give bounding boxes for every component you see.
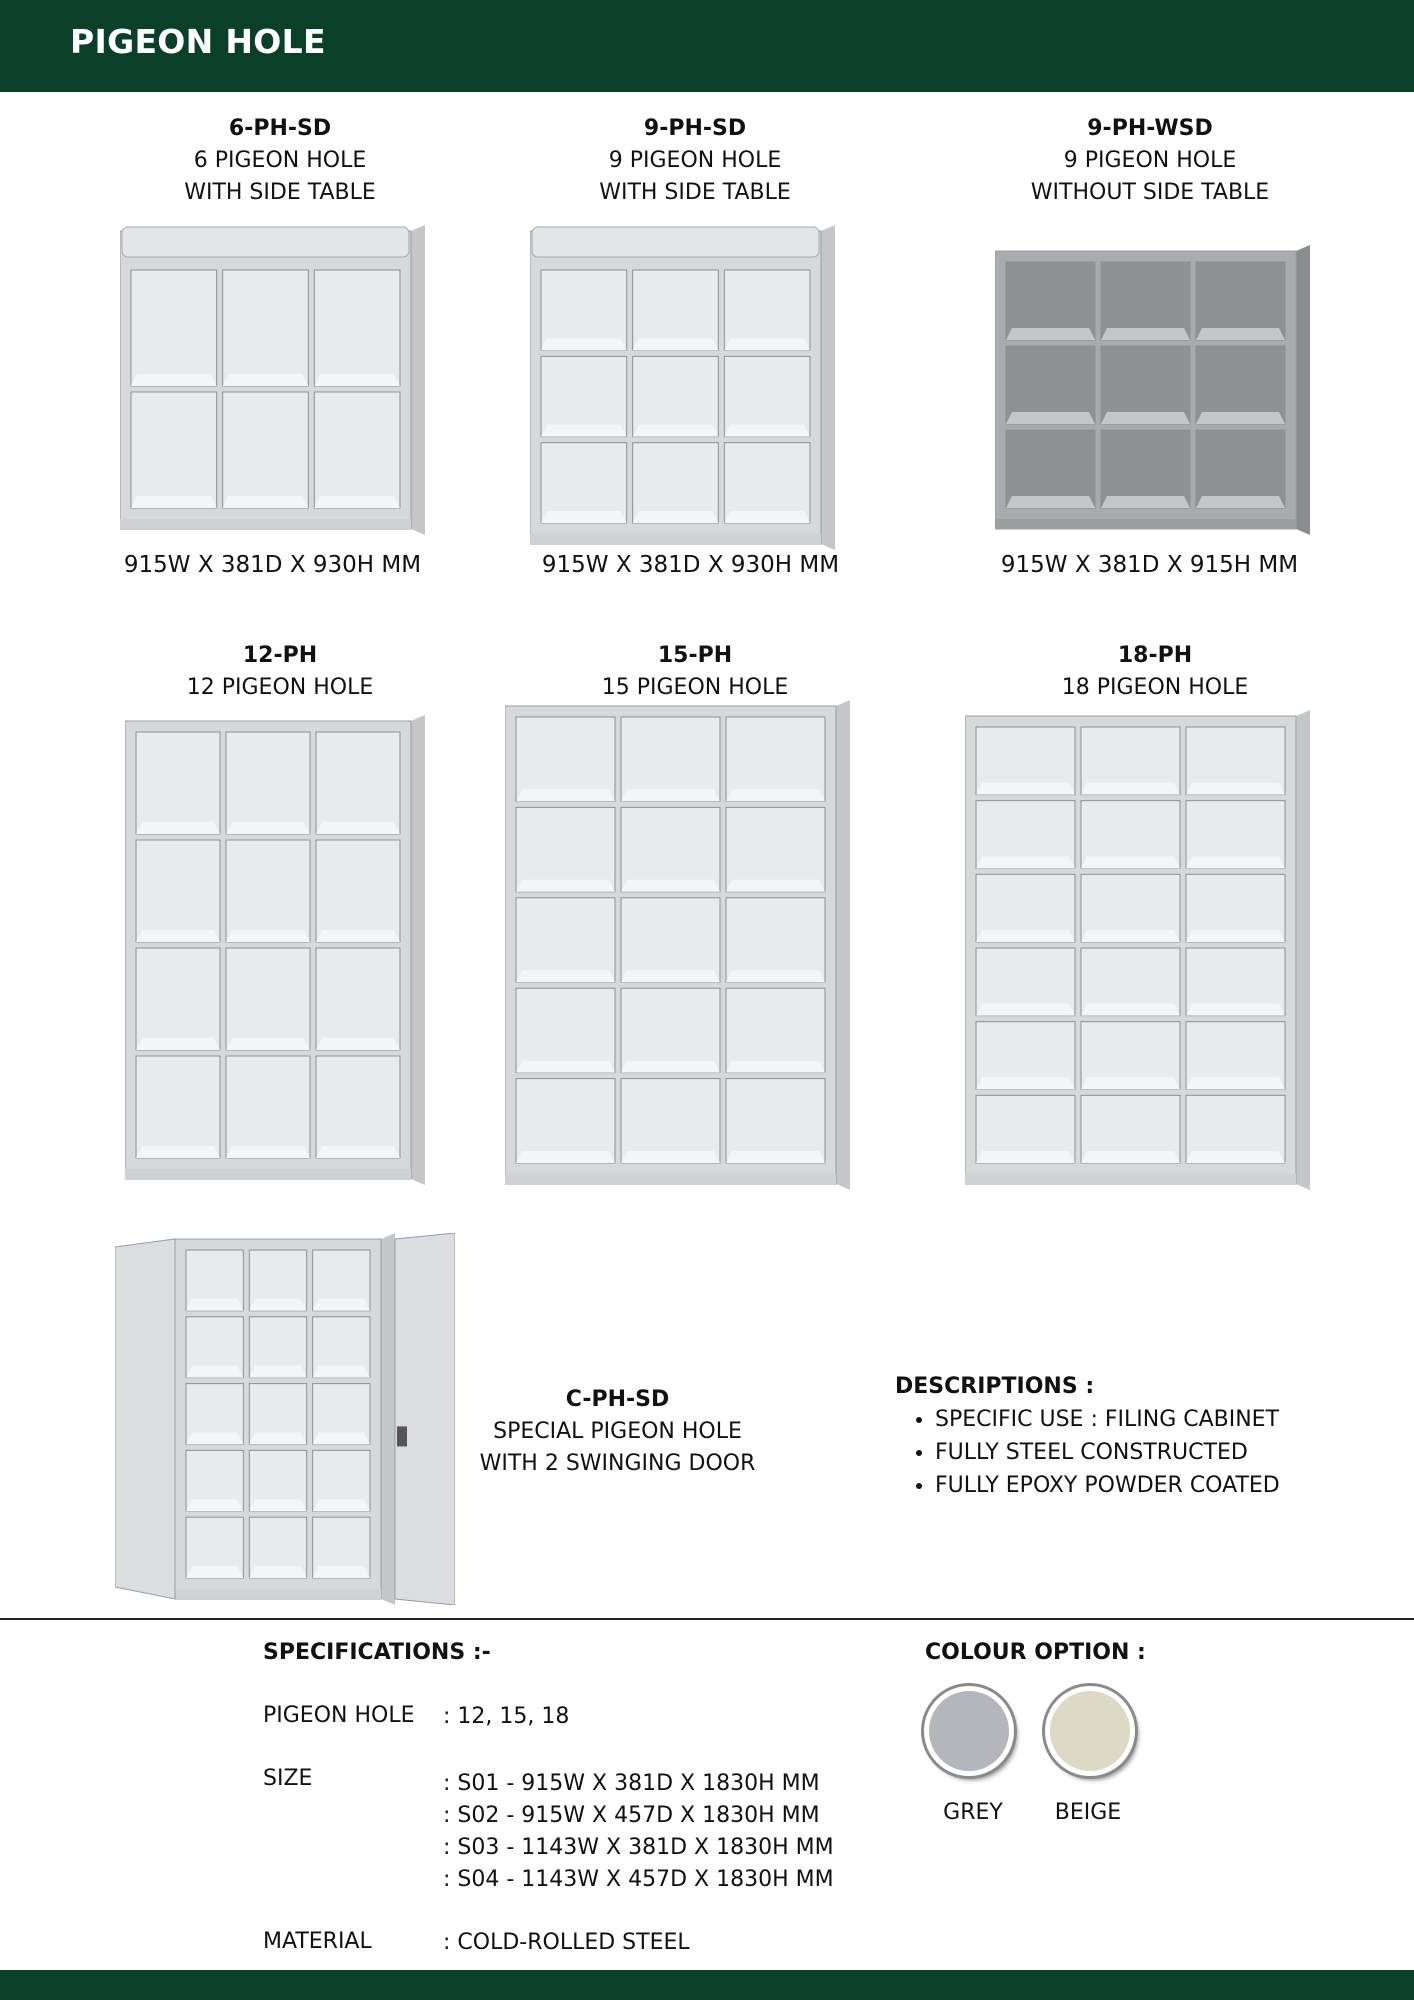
pigeon-hole-compartment [724, 356, 810, 436]
cabinet-base [965, 1174, 1296, 1184]
compartment-shelf [1081, 856, 1180, 868]
pigeon-hole-compartment [724, 270, 810, 350]
pigeon-hole-compartment [726, 717, 825, 801]
compartment-shelf [633, 511, 719, 523]
product-code: 18-PH [1117, 643, 1193, 668]
compartment-shelf [223, 496, 309, 508]
product-label-15-ph [545, 640, 845, 704]
cabinet-door-right [395, 1233, 455, 1605]
specifications-title: SPECIFICATIONS :- [263, 1640, 491, 1665]
colour-swatch-beige[interactable] [1045, 1686, 1135, 1776]
cabinet-image-9-ph-wsd [995, 245, 1310, 535]
cabinet-side [821, 225, 835, 550]
pigeon-hole-compartment [316, 732, 400, 834]
pigeon-hole-compartment [621, 717, 720, 801]
compartment-shelf [633, 338, 719, 350]
list-item: • FULLY STEEL CONSTRUCTED [935, 1436, 1280, 1469]
pigeon-hole-compartment [726, 807, 825, 891]
spec-value-pigeon-hole: : 12, 15, 18 [443, 1704, 570, 1729]
compartment-shelf [976, 783, 1075, 795]
compartment-shelf [726, 1151, 825, 1163]
pigeon-hole-compartment [136, 948, 220, 1050]
product-label-9-ph-sd [545, 113, 845, 209]
size-item: : S02 - 915W X 457D X 1830H MM [443, 1803, 820, 1828]
compartment-shelf [314, 374, 400, 386]
size-item: : S03 - 1143W X 381D X 1830H MM [443, 1835, 834, 1860]
descriptions [895, 1370, 1280, 1502]
product-dimension: 915W X 381D X 915H MM [1000, 552, 1299, 578]
compartment-shelf [186, 1566, 243, 1578]
compartment-shelf [541, 511, 627, 523]
compartment-shelf [226, 930, 310, 942]
pigeon-hole-compartment [131, 392, 217, 508]
cabinet-door-left [115, 1239, 175, 1599]
compartment-shelf [249, 1432, 306, 1444]
list-item: • SPECIFIC USE : FILING CABINET [935, 1403, 1280, 1436]
section-divider [0, 1618, 1414, 1620]
product-line: 15 PIGEON HOLE [601, 675, 789, 700]
pigeon-hole-compartment [223, 392, 309, 508]
pigeon-hole-compartment [316, 948, 400, 1050]
compartment-shelf [724, 511, 810, 523]
colour-swatch-grey[interactable] [924, 1686, 1014, 1776]
descriptions-list [895, 1403, 1280, 1502]
compartment-shelf [313, 1566, 370, 1578]
product-code: 15-PH [657, 643, 733, 668]
product-label-6-ph-sd [130, 113, 430, 209]
compartment-shelf [1081, 930, 1180, 942]
compartment-shelf [313, 1432, 370, 1444]
cabinet-side [1296, 710, 1310, 1190]
product-label-9-ph-wsd [1000, 113, 1300, 209]
pigeon-hole-compartment [316, 840, 400, 942]
compartment-shelf [516, 880, 615, 892]
cabinet-base [175, 1589, 381, 1599]
product-line: 9 PIGEON HOLE [1063, 148, 1237, 173]
colour-label-grey: GREY [943, 1800, 1003, 1825]
pigeon-hole-compartment [226, 840, 310, 942]
pigeon-hole-compartment [516, 1079, 615, 1163]
compartment-shelf [724, 425, 810, 437]
cabinet-image-6-ph-sd [120, 225, 425, 535]
compartment-shelf [226, 822, 310, 834]
pigeon-hole-compartment [724, 443, 810, 523]
compartment-shelf [226, 1038, 310, 1050]
compartment-shelf [316, 822, 400, 834]
compartment-shelf [136, 930, 220, 942]
compartment-shelf [1101, 412, 1190, 424]
compartment-shelf [131, 496, 217, 508]
pigeon-hole-compartment [633, 443, 719, 523]
product-line: WITH 2 SWINGING DOOR [479, 1451, 756, 1476]
size-item: : S01 - 915W X 381D X 1830H MM [443, 1771, 820, 1796]
pigeon-hole-compartment [621, 807, 720, 891]
compartment-shelf [1186, 1077, 1285, 1089]
pigeon-hole-compartment [136, 732, 220, 834]
compartment-shelf [726, 970, 825, 982]
cabinet-side [411, 225, 425, 535]
product-line: 9 PIGEON HOLE [608, 148, 782, 173]
compartment-shelf [1006, 496, 1095, 508]
product-line: 12 PIGEON HOLE [186, 675, 374, 700]
compartment-shelf [1081, 1004, 1180, 1016]
pigeon-hole-compartment [223, 270, 309, 386]
compartment-shelf [136, 1038, 220, 1050]
compartment-shelf [1101, 328, 1190, 340]
compartment-shelf [1186, 1004, 1285, 1016]
pigeon-hole-compartment [633, 270, 719, 350]
compartment-shelf [976, 1077, 1075, 1089]
cabinet-top-tray [532, 227, 819, 257]
compartment-shelf [516, 970, 615, 982]
colour-option-title: COLOUR OPTION : [925, 1640, 1146, 1665]
compartment-shelf [316, 930, 400, 942]
compartment-shelf [976, 1151, 1075, 1163]
compartment-shelf [249, 1499, 306, 1511]
pigeon-hole-compartment [226, 1056, 310, 1158]
compartment-shelf [186, 1299, 243, 1311]
compartment-shelf [316, 1146, 400, 1158]
cabinet-base [120, 519, 411, 529]
compartment-shelf [976, 930, 1075, 942]
pigeon-hole-compartment [226, 732, 310, 834]
compartment-shelf [621, 1151, 720, 1163]
product-line: SPECIAL PIGEON HOLE [493, 1419, 742, 1444]
cabinet-image-18-ph [965, 710, 1310, 1190]
cabinet-base [125, 1169, 411, 1179]
product-line: WITHOUT SIDE TABLE [1030, 180, 1270, 205]
compartment-shelf [541, 338, 627, 350]
cabinet-image-12-ph [125, 715, 425, 1185]
pigeon-hole-compartment [316, 1056, 400, 1158]
pigeon-hole-compartment [516, 807, 615, 891]
compartment-shelf [541, 425, 627, 437]
compartment-shelf [1186, 856, 1285, 868]
product-line: 18 PIGEON HOLE [1061, 675, 1249, 700]
pigeon-hole-compartment [541, 270, 627, 350]
compartment-shelf [621, 970, 720, 982]
compartment-shelf [1081, 1077, 1180, 1089]
compartment-shelf [223, 374, 309, 386]
compartment-shelf [313, 1499, 370, 1511]
product-code: 9-PH-WSD [1087, 116, 1213, 141]
compartment-shelf [186, 1499, 243, 1511]
product-line: 6 PIGEON HOLE [193, 148, 367, 173]
compartment-shelf [621, 1061, 720, 1073]
cabinet-image-15-ph [505, 700, 850, 1190]
product-dimension: 915W X 381D X 930H MM [541, 552, 840, 578]
pigeon-hole-compartment [516, 988, 615, 1072]
compartment-shelf [1101, 496, 1190, 508]
compartment-shelf [976, 1004, 1075, 1016]
product-code: 6-PH-SD [228, 116, 332, 141]
compartment-shelf [1186, 930, 1285, 942]
product-code: 9-PH-SD [643, 116, 747, 141]
cabinet-side [381, 1233, 395, 1605]
cabinet-side [1296, 245, 1310, 535]
compartment-shelf [314, 496, 400, 508]
pigeon-hole-compartment [516, 898, 615, 982]
product-label-12-ph [130, 640, 430, 704]
cabinet-side [836, 700, 850, 1190]
compartment-shelf [516, 1061, 615, 1073]
spec-label-pigeon-hole: PIGEON HOLE [263, 1703, 415, 1728]
compartment-shelf [131, 374, 217, 386]
page-header [0, 0, 1414, 92]
compartment-shelf [1081, 1151, 1180, 1163]
spec-value-sizes [443, 1768, 834, 1896]
cabinet-base [530, 534, 821, 544]
compartment-shelf [1196, 496, 1285, 508]
compartment-shelf [516, 789, 615, 801]
compartment-shelf [1006, 412, 1095, 424]
compartment-shelf [726, 789, 825, 801]
compartment-shelf [726, 1061, 825, 1073]
list-item: • FULLY EPOXY POWDER COATED [935, 1469, 1280, 1502]
cabinet-top-tray [122, 227, 409, 257]
compartment-shelf [186, 1366, 243, 1378]
pigeon-hole-compartment [226, 948, 310, 1050]
compartment-shelf [516, 1151, 615, 1163]
pigeon-hole-compartment [726, 898, 825, 982]
compartment-shelf [621, 789, 720, 801]
pigeon-hole-compartment [136, 1056, 220, 1158]
product-code: 12-PH [242, 643, 318, 668]
cabinet-base [995, 519, 1296, 529]
compartment-shelf [1196, 412, 1285, 424]
pigeon-hole-compartment [726, 1079, 825, 1163]
compartment-shelf [976, 856, 1075, 868]
compartment-shelf [621, 880, 720, 892]
compartment-shelf [186, 1432, 243, 1444]
pigeon-hole-compartment [314, 270, 400, 386]
pigeon-hole-compartment [621, 898, 720, 982]
compartment-shelf [726, 880, 825, 892]
spec-label-size: SIZE [263, 1766, 313, 1791]
compartment-shelf [1196, 328, 1285, 340]
size-item: : S04 - 1143W X 457D X 1830H MM [443, 1867, 834, 1892]
descriptions-title: DESCRIPTIONS : [895, 1374, 1095, 1399]
pigeon-hole-compartment [136, 840, 220, 942]
spec-value-material: : COLD-ROLLED STEEL [443, 1930, 690, 1955]
pigeon-hole-compartment [541, 356, 627, 436]
pigeon-hole-compartment [516, 717, 615, 801]
compartment-shelf [1006, 328, 1095, 340]
compartment-shelf [1186, 1151, 1285, 1163]
pigeon-hole-compartment [314, 392, 400, 508]
pigeon-hole-compartment [726, 988, 825, 1072]
compartment-shelf [226, 1146, 310, 1158]
footer-bar [0, 1970, 1414, 2000]
compartment-shelf [249, 1366, 306, 1378]
spec-label-material: MATERIAL [263, 1929, 372, 1954]
compartment-shelf [1081, 783, 1180, 795]
pigeon-hole-compartment [633, 356, 719, 436]
product-label-18-ph [1005, 640, 1305, 704]
pigeon-hole-compartment [131, 270, 217, 386]
compartment-shelf [313, 1299, 370, 1311]
product-dimension: 915W X 381D X 930H MM [123, 552, 422, 578]
product-line: WITH SIDE TABLE [599, 180, 791, 205]
compartment-shelf [249, 1299, 306, 1311]
pigeon-hole-compartment [621, 988, 720, 1072]
product-label-c-ph-sd [460, 1384, 775, 1480]
compartment-shelf [313, 1366, 370, 1378]
pigeon-hole-compartment [541, 443, 627, 523]
cabinet-side [411, 715, 425, 1185]
pigeon-hole-compartment [621, 1079, 720, 1163]
cabinet-image-9-ph-sd [530, 225, 835, 550]
compartment-shelf [249, 1566, 306, 1578]
compartment-shelf [316, 1038, 400, 1050]
page-title: PIGEON HOLE [70, 22, 326, 61]
cabinet-image-c-ph-sd [115, 1233, 455, 1605]
door-lock-icon [397, 1426, 407, 1446]
compartment-shelf [1186, 783, 1285, 795]
compartment-shelf [136, 822, 220, 834]
compartment-shelf [724, 338, 810, 350]
product-code: C-PH-SD [565, 1387, 670, 1412]
product-line: WITH SIDE TABLE [184, 180, 376, 205]
compartment-shelf [136, 1146, 220, 1158]
colour-label-beige: BEIGE [1054, 1800, 1122, 1825]
cabinet-base [505, 1174, 836, 1184]
compartment-shelf [633, 425, 719, 437]
